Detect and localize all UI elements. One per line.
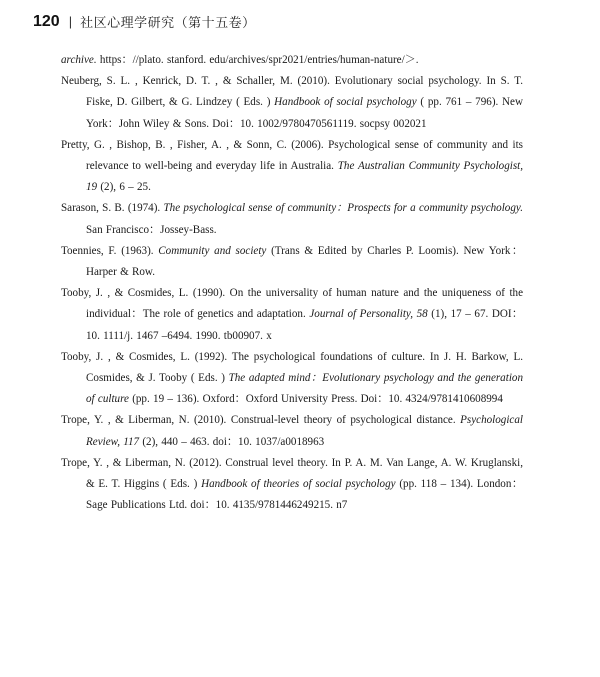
reference-entry: [61, 50, 523, 71]
header-separator: |: [68, 14, 73, 29]
running-title: 社区心理学研究（第十五卷）: [80, 15, 256, 30]
reference-italic: archive.: [61, 54, 97, 66]
reference-text: (Trans & Edited by Charles P. Loomis). New York：Harper & Row.: [86, 244, 523, 279]
reference-entry: [61, 71, 523, 135]
reference-text: Trope, Y. , & Liberman, N. (2012). Construal level theory. In P. A. M. Van Lange, A. W. Kruglanski, & E. T. Higgins ( Eds. ): [61, 456, 523, 491]
reference-list: [61, 50, 523, 516]
reference-italic: Handbook of social psychology: [274, 96, 417, 109]
reference-text: (2), 6 – 25.: [97, 181, 151, 194]
reference-text: Tooby, J. , & Cosmides, L. (1992). The psychological foundations of culture. In J. H. Barkow, L. Cosmides, & J. Tooby ( Eds. ): [61, 350, 523, 385]
reference-entry: [61, 283, 523, 347]
reference-text: (pp. 118 – 134). London：Sage Publications Ltd. doi：10. 4135/9781446249215. n7: [86, 478, 523, 512]
reference-text: (1), 17 – 67. DOI：10. 1111/j. 1467 –6494. 1990. tb00907. x: [86, 308, 523, 342]
reference-italic: Psychological Review, 117: [86, 414, 523, 448]
reference-text: San Francisco：Jossey-Bass.: [86, 223, 217, 236]
page-number: 120: [33, 12, 60, 30]
reference-text: Trope, Y. , & Liberman, N. (2010). Construal-level theory of psychological distance.: [61, 414, 461, 427]
reference-italic: The psychological sense of community：Prospects for a community psychology.: [163, 202, 523, 215]
reference-italic: Community and society: [158, 244, 267, 257]
reference-italic: The Australian Community Psychologist, 19: [86, 160, 524, 194]
reference-text: Pretty, G. , Bishop, B. , Fisher, A. , & Sonn, C. (2006). Psychological sense of community and its relevance to well-being and everyday life in Australia.: [61, 138, 523, 173]
reference-entry: [61, 453, 523, 517]
reference-entry: [61, 135, 523, 199]
reference-text: Neuberg, S. L. , Kenrick, D. T. , & Schaller, M. (2010). Evolutionary social psychology. In S. T. Fiske, D. Gilbert, & G. Lindzey ( Eds. ): [61, 75, 523, 109]
reference-italic: Journal of Personality, 58: [309, 308, 428, 321]
reference-text: ( pp. 761 – 796). New York：John Wiley & Sons. Doi：10. 1002/9780470561119. socpsy 002021: [86, 96, 523, 130]
reference-entry: [61, 347, 523, 411]
page-header: [33, 12, 256, 31]
reference-text: Toennies, F. (1963).: [61, 244, 159, 257]
reference-entry: [61, 198, 523, 240]
reference-italic: Handbook of theories of social psychology: [201, 478, 396, 491]
reference-entry: [61, 241, 523, 283]
reference-text: https：//plato. stanford. edu/archives/spr2021/entries/human-nature/＞.: [96, 54, 419, 66]
reference-italic: The adapted mind：Evolutionary psychology and the generation of culture: [86, 372, 523, 406]
reference-text: (2), 440 – 463. doi：10. 1037/a0018963: [139, 435, 325, 448]
reference-text: (pp. 19 – 136). Oxford：Oxford University Press. Doi：10. 4324/9781410608994: [128, 393, 503, 406]
reference-entry: [61, 410, 523, 452]
reference-text: Tooby, J. , & Cosmides, L. (1990). On the universality of human nature and the uniqueness of the individual：The role of genetics and adaptation.: [61, 287, 523, 321]
reference-text: Sarason, S. B. (1974).: [61, 202, 164, 215]
